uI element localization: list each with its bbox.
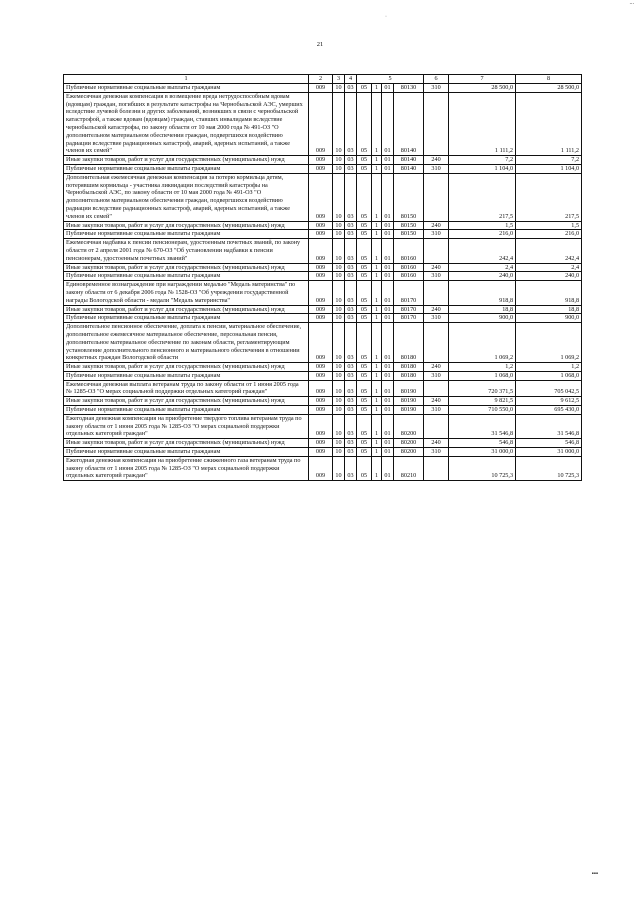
amount-year-2: 240,0 [516, 272, 582, 281]
amount-year-1: 31 546,8 [449, 414, 516, 438]
table-row [64, 84, 582, 93]
program-code: 05 [357, 239, 372, 263]
table-header-row [64, 75, 582, 84]
amount-year-2: 28 500,0 [516, 84, 582, 93]
table-row [64, 323, 582, 363]
expense-type-code [424, 239, 449, 263]
amount-year-2: 31 000,0 [516, 448, 582, 457]
subsection-code: 03 [345, 363, 357, 372]
amount-year-1: 2,4 [449, 263, 516, 272]
program-code: 05 [357, 281, 372, 305]
expense-type-code: 310 [424, 406, 449, 415]
event-code: 01 [382, 448, 394, 457]
expense-type-code: 310 [424, 448, 449, 457]
direction-code: 80200 [394, 439, 424, 448]
row-description: Иные закупки товаров, работ и услуг для государственных (муниципальных) нужд [64, 221, 309, 230]
amount-year-2: 217,5 [516, 173, 582, 221]
ministry-code: 009 [309, 371, 333, 380]
budget-table [63, 74, 582, 481]
row-description: Публичные нормативные социальные выплаты гражданам [64, 406, 309, 415]
amount-year-1: 216,0 [449, 230, 516, 239]
row-description: Публичные нормативные социальные выплаты гражданам [64, 314, 309, 323]
direction-code: 80170 [394, 281, 424, 305]
amount-year-1: 7,2 [449, 156, 516, 165]
amount-year-1: 217,5 [449, 173, 516, 221]
ministry-code: 009 [309, 397, 333, 406]
row-description: Иные закупки товаров, работ и услуг для государственных (муниципальных) нужд [64, 363, 309, 372]
amount-year-2: 10 725,3 [516, 456, 582, 480]
subsection-code: 03 [345, 414, 357, 438]
expense-type-code: 240 [424, 397, 449, 406]
column-header: 5 [357, 75, 424, 84]
subprogram-code: 1 [372, 221, 382, 230]
row-description: Публичные нормативные социальные выплаты гражданам [64, 164, 309, 173]
column-header: 1 [64, 75, 309, 84]
row-description: Публичные нормативные социальные выплаты гражданам [64, 448, 309, 457]
row-description: Единовременное вознаграждение при награждении медалью "Медаль материнства" по закону области от 6 декабря 2006 года № 1528-ОЗ "Об учреждении государственной награды Вологодской области - медали "Медаль материнства" [64, 281, 309, 305]
event-code: 01 [382, 371, 394, 380]
row-description: Публичные нормативные социальные выплаты гражданам [64, 230, 309, 239]
subsection-code: 03 [345, 230, 357, 239]
subprogram-code: 1 [372, 92, 382, 155]
program-code: 05 [357, 156, 372, 165]
scan-dot: · [385, 14, 387, 20]
table-row [64, 406, 582, 415]
direction-code: 80170 [394, 314, 424, 323]
amount-year-1: 720 371,5 [449, 380, 516, 397]
row-description: Ежемесячная денежная выплата ветеранам труда по закону области от 1 июня 2005 года № 1285-ОЗ "О мерах социальной поддержки отдельных категорий граждан" [64, 380, 309, 397]
direction-code: 80180 [394, 323, 424, 363]
direction-code: 80130 [394, 84, 424, 93]
program-code: 05 [357, 397, 372, 406]
ministry-code: 009 [309, 363, 333, 372]
section-code: 10 [333, 414, 345, 438]
event-code: 01 [382, 92, 394, 155]
subsection-code: 03 [345, 239, 357, 263]
program-code: 05 [357, 173, 372, 221]
section-code: 10 [333, 363, 345, 372]
section-code: 10 [333, 448, 345, 457]
section-code: 10 [333, 281, 345, 305]
direction-code: 80190 [394, 380, 424, 397]
subprogram-code: 1 [372, 156, 382, 165]
subprogram-code: 1 [372, 272, 382, 281]
program-code: 05 [357, 363, 372, 372]
row-description: Ежемесячная надбавка к пенсии пенсионерам, удостоенным почетных званий, по закону области от 2 апреля 2001 года № 670-ОЗ "Об установлении надбавки к пенсии пенсионерам, удостоенным почетных званий" [64, 239, 309, 263]
program-code: 05 [357, 456, 372, 480]
table-row [64, 173, 582, 221]
amount-year-1: 28 500,0 [449, 84, 516, 93]
program-code: 05 [357, 448, 372, 457]
table-row [64, 263, 582, 272]
amount-year-2: 216,0 [516, 230, 582, 239]
ministry-code: 009 [309, 305, 333, 314]
amount-year-2: 900,0 [516, 314, 582, 323]
ministry-code: 009 [309, 164, 333, 173]
direction-code: 80160 [394, 263, 424, 272]
event-code: 01 [382, 239, 394, 263]
program-code: 05 [357, 380, 372, 397]
expense-type-code [424, 380, 449, 397]
row-description: Иные закупки товаров, работ и услуг для государственных (муниципальных) нужд [64, 156, 309, 165]
direction-code: 80190 [394, 397, 424, 406]
amount-year-2: 7,2 [516, 156, 582, 165]
row-description: Ежегодная денежная компенсация на приобретение твердого топлива ветеранам труда по закону области от 1 июня 2005 года № 1285-ОЗ "О мерах социальной поддержки отдельных категорий граждан" [64, 414, 309, 438]
table-row [64, 230, 582, 239]
expense-type-code: 310 [424, 164, 449, 173]
subprogram-code: 1 [372, 397, 382, 406]
amount-year-1: 546,8 [449, 439, 516, 448]
corner-mark-top: ... [629, 0, 634, 6]
event-code: 01 [382, 380, 394, 397]
amount-year-1: 900,0 [449, 314, 516, 323]
event-code: 01 [382, 281, 394, 305]
table-row [64, 164, 582, 173]
amount-year-1: 31 000,0 [449, 448, 516, 457]
table-body [64, 84, 582, 481]
row-description: Иные закупки товаров, работ и услуг для государственных (муниципальных) нужд [64, 439, 309, 448]
section-code: 10 [333, 323, 345, 363]
event-code: 01 [382, 439, 394, 448]
subsection-code: 03 [345, 371, 357, 380]
event-code: 01 [382, 397, 394, 406]
amount-year-1: 10 725,3 [449, 456, 516, 480]
expense-type-code [424, 281, 449, 305]
amount-year-1: 1,5 [449, 221, 516, 230]
column-header: 2 [309, 75, 333, 84]
section-code: 10 [333, 263, 345, 272]
row-description: Ежегодная денежная компенсация на приобретение сжиженного газа ветеранам труда по закону области от 1 июня 2005 года № 1285-ОЗ "О мерах социальной поддержки отдельных категорий граждан" [64, 456, 309, 480]
section-code: 10 [333, 314, 345, 323]
section-code: 10 [333, 221, 345, 230]
subprogram-code: 1 [372, 263, 382, 272]
amount-year-2: 1,2 [516, 363, 582, 372]
subsection-code: 03 [345, 164, 357, 173]
table-row [64, 314, 582, 323]
event-code: 01 [382, 363, 394, 372]
column-header: 3 [333, 75, 345, 84]
subsection-code: 03 [345, 281, 357, 305]
program-code: 05 [357, 84, 372, 93]
row-description: Дополнительная ежемесячная денежная компенсация за потерю кормильца детям, потерявшим кормильца - участника ликвидации последствий катастрофы на Чернобыльской АЭС, по закону области от 10 мая 2000 года № 491-ОЗ "О дополнительном материальном обеспечении граждан, подвергшихся воздействию радиации вследствие радиационных катастроф, аварий, ядерных испытаний, а также членов их семей" [64, 173, 309, 221]
amount-year-2: 18,8 [516, 305, 582, 314]
event-code: 01 [382, 164, 394, 173]
section-code: 10 [333, 164, 345, 173]
program-code: 05 [357, 263, 372, 272]
amount-year-2: 1 111,2 [516, 92, 582, 155]
expense-type-code: 240 [424, 263, 449, 272]
subprogram-code: 1 [372, 406, 382, 415]
ministry-code: 009 [309, 281, 333, 305]
event-code: 01 [382, 314, 394, 323]
program-code: 05 [357, 305, 372, 314]
amount-year-2: 705 042,5 [516, 380, 582, 397]
amount-year-1: 1 069,2 [449, 323, 516, 363]
subprogram-code: 1 [372, 371, 382, 380]
event-code: 01 [382, 156, 394, 165]
program-code: 05 [357, 414, 372, 438]
table-row [64, 221, 582, 230]
section-code: 10 [333, 173, 345, 221]
event-code: 01 [382, 272, 394, 281]
ministry-code: 009 [309, 84, 333, 93]
section-code: 10 [333, 239, 345, 263]
amount-year-2: 546,8 [516, 439, 582, 448]
ministry-code: 009 [309, 92, 333, 155]
section-code: 10 [333, 380, 345, 397]
expense-type-code: 310 [424, 371, 449, 380]
row-description: Иные закупки товаров, работ и услуг для государственных (муниципальных) нужд [64, 305, 309, 314]
subsection-code: 03 [345, 397, 357, 406]
program-code: 05 [357, 371, 372, 380]
ministry-code: 009 [309, 448, 333, 457]
table-row [64, 439, 582, 448]
event-code: 01 [382, 414, 394, 438]
ministry-code: 009 [309, 456, 333, 480]
direction-code: 80200 [394, 414, 424, 438]
table-row [64, 156, 582, 165]
expense-type-code: 240 [424, 305, 449, 314]
column-header: 8 [516, 75, 582, 84]
amount-year-2: 695 430,0 [516, 406, 582, 415]
table-row [64, 363, 582, 372]
expense-type-code [424, 173, 449, 221]
column-header: 4 [345, 75, 357, 84]
ministry-code: 009 [309, 239, 333, 263]
expense-type-code [424, 323, 449, 363]
table-row [64, 448, 582, 457]
subprogram-code: 1 [372, 84, 382, 93]
amount-year-1: 240,0 [449, 272, 516, 281]
ministry-code: 009 [309, 173, 333, 221]
amount-year-1: 242,4 [449, 239, 516, 263]
amount-year-1: 1 104,0 [449, 164, 516, 173]
subprogram-code: 1 [372, 173, 382, 221]
section-code: 10 [333, 397, 345, 406]
subsection-code: 03 [345, 439, 357, 448]
subsection-code: 03 [345, 305, 357, 314]
table-row [64, 305, 582, 314]
section-code: 10 [333, 305, 345, 314]
row-description: Публичные нормативные социальные выплаты гражданам [64, 272, 309, 281]
table-row [64, 414, 582, 438]
event-code: 01 [382, 221, 394, 230]
subprogram-code: 1 [372, 239, 382, 263]
direction-code: 80150 [394, 230, 424, 239]
subprogram-code: 1 [372, 363, 382, 372]
subsection-code: 03 [345, 263, 357, 272]
column-header: 7 [449, 75, 516, 84]
ministry-code: 009 [309, 272, 333, 281]
direction-code: 80180 [394, 371, 424, 380]
section-code: 10 [333, 84, 345, 93]
row-description: Дополнительное пенсионное обеспечение, доплата к пенсии, материальное обеспечение, дополнительное ежемесячное материальное обеспечение, персональная пенсия, дополнительное материальное обеспечение по законам области, регламентирующим установление дополнительного пенсионного и материального обеспечения в отношении конкретных граждан Вологодской области [64, 323, 309, 363]
row-description: Публичные нормативные социальные выплаты гражданам [64, 371, 309, 380]
ministry-code: 009 [309, 414, 333, 438]
program-code: 05 [357, 230, 372, 239]
subprogram-code: 1 [372, 323, 382, 363]
row-description: Публичные нормативные социальные выплаты гражданам [64, 84, 309, 93]
amount-year-2: 1 069,2 [516, 323, 582, 363]
column-header: 6 [424, 75, 449, 84]
expense-type-code: 310 [424, 230, 449, 239]
ministry-code: 009 [309, 406, 333, 415]
direction-code: 80190 [394, 406, 424, 415]
table-row [64, 272, 582, 281]
amount-year-2: 918,8 [516, 281, 582, 305]
expense-type-code [424, 92, 449, 155]
program-code: 05 [357, 314, 372, 323]
direction-code: 80150 [394, 173, 424, 221]
expense-type-code: 310 [424, 314, 449, 323]
table-row [64, 380, 582, 397]
subprogram-code: 1 [372, 281, 382, 305]
amount-year-2: 31 546,8 [516, 414, 582, 438]
subprogram-code: 1 [372, 414, 382, 438]
expense-type-code: 240 [424, 439, 449, 448]
section-code: 10 [333, 156, 345, 165]
page-number: 21 [316, 41, 324, 48]
expense-type-code: 240 [424, 221, 449, 230]
direction-code: 80170 [394, 305, 424, 314]
subsection-code: 03 [345, 448, 357, 457]
ministry-code: 009 [309, 156, 333, 165]
subprogram-code: 1 [372, 314, 382, 323]
program-code: 05 [357, 323, 372, 363]
section-code: 10 [333, 406, 345, 415]
table-row [64, 92, 582, 155]
program-code: 05 [357, 221, 372, 230]
subsection-code: 03 [345, 173, 357, 221]
amount-year-2: 1 068,0 [516, 371, 582, 380]
amount-year-1: 9 821,5 [449, 397, 516, 406]
event-code: 01 [382, 263, 394, 272]
subprogram-code: 1 [372, 448, 382, 457]
section-code: 10 [333, 272, 345, 281]
row-description: Иные закупки товаров, работ и услуг для государственных (муниципальных) нужд [64, 263, 309, 272]
ministry-code: 009 [309, 221, 333, 230]
amount-year-1: 1 068,0 [449, 371, 516, 380]
expense-type-code: 240 [424, 363, 449, 372]
subprogram-code: 1 [372, 456, 382, 480]
ministry-code: 009 [309, 380, 333, 397]
event-code: 01 [382, 230, 394, 239]
row-description: Иные закупки товаров, работ и услуг для государственных (муниципальных) нужд [64, 397, 309, 406]
expense-type-code [424, 414, 449, 438]
ministry-code: 009 [309, 230, 333, 239]
corner-mark-bottom: ▪▪▪ [591, 871, 598, 877]
section-code: 10 [333, 439, 345, 448]
event-code: 01 [382, 406, 394, 415]
subsection-code: 03 [345, 84, 357, 93]
subprogram-code: 1 [372, 439, 382, 448]
direction-code: 80140 [394, 156, 424, 165]
program-code: 05 [357, 92, 372, 155]
expense-type-code [424, 456, 449, 480]
subsection-code: 03 [345, 314, 357, 323]
subsection-code: 03 [345, 272, 357, 281]
subprogram-code: 1 [372, 230, 382, 239]
subsection-code: 03 [345, 92, 357, 155]
section-code: 10 [333, 456, 345, 480]
direction-code: 80140 [394, 92, 424, 155]
amount-year-1: 710 550,0 [449, 406, 516, 415]
event-code: 01 [382, 305, 394, 314]
ministry-code: 009 [309, 439, 333, 448]
section-code: 10 [333, 92, 345, 155]
amount-year-1: 1,2 [449, 363, 516, 372]
subprogram-code: 1 [372, 164, 382, 173]
amount-year-1: 1 111,2 [449, 92, 516, 155]
table-row [64, 281, 582, 305]
direction-code: 80140 [394, 164, 424, 173]
amount-year-2: 2,4 [516, 263, 582, 272]
row-description: Ежемесячная денежная компенсация в возмещение вреда нетрудоспособным вдовам (вдовцам) граждан, погибших в результате катастрофы на Чернобыльской АЭС, умерших вследствие лучевой болезни и других заболеваний, возникших в связи с чернобыльской катастрофой, а также вдовам (вдовцам) граждан, ставших инвалидами вследствие чернобыльской катастрофы, по закону области от 10 мая 2000 года № 491-ОЗ "О дополнительном материальном обеспечении граждан, подвергшихся воздействию радиации вследствие радиационных катастроф, аварий, ядерных испытаний, а также членов их семей" [64, 92, 309, 155]
event-code: 01 [382, 173, 394, 221]
subsection-code: 03 [345, 221, 357, 230]
ministry-code: 009 [309, 263, 333, 272]
subsection-code: 03 [345, 456, 357, 480]
program-code: 05 [357, 406, 372, 415]
direction-code: 80160 [394, 239, 424, 263]
program-code: 05 [357, 164, 372, 173]
event-code: 01 [382, 456, 394, 480]
amount-year-2: 242,4 [516, 239, 582, 263]
subprogram-code: 1 [372, 380, 382, 397]
direction-code: 80160 [394, 272, 424, 281]
subsection-code: 03 [345, 380, 357, 397]
expense-type-code: 310 [424, 84, 449, 93]
direction-code: 80200 [394, 448, 424, 457]
table-row [64, 239, 582, 263]
event-code: 01 [382, 84, 394, 93]
table-row [64, 371, 582, 380]
direction-code: 80210 [394, 456, 424, 480]
table-row [64, 456, 582, 480]
table-row [64, 397, 582, 406]
event-code: 01 [382, 323, 394, 363]
expense-type-code: 310 [424, 272, 449, 281]
amount-year-2: 1 104,0 [516, 164, 582, 173]
program-code: 05 [357, 272, 372, 281]
amount-year-2: 9 612,5 [516, 397, 582, 406]
subsection-code: 03 [345, 406, 357, 415]
subsection-code: 03 [345, 156, 357, 165]
subsection-code: 03 [345, 323, 357, 363]
amount-year-1: 918,8 [449, 281, 516, 305]
expense-type-code: 240 [424, 156, 449, 165]
amount-year-1: 18,8 [449, 305, 516, 314]
ministry-code: 009 [309, 323, 333, 363]
subprogram-code: 1 [372, 305, 382, 314]
amount-year-2: 1,5 [516, 221, 582, 230]
program-code: 05 [357, 439, 372, 448]
direction-code: 80150 [394, 221, 424, 230]
section-code: 10 [333, 230, 345, 239]
section-code: 10 [333, 371, 345, 380]
ministry-code: 009 [309, 314, 333, 323]
direction-code: 80180 [394, 363, 424, 372]
